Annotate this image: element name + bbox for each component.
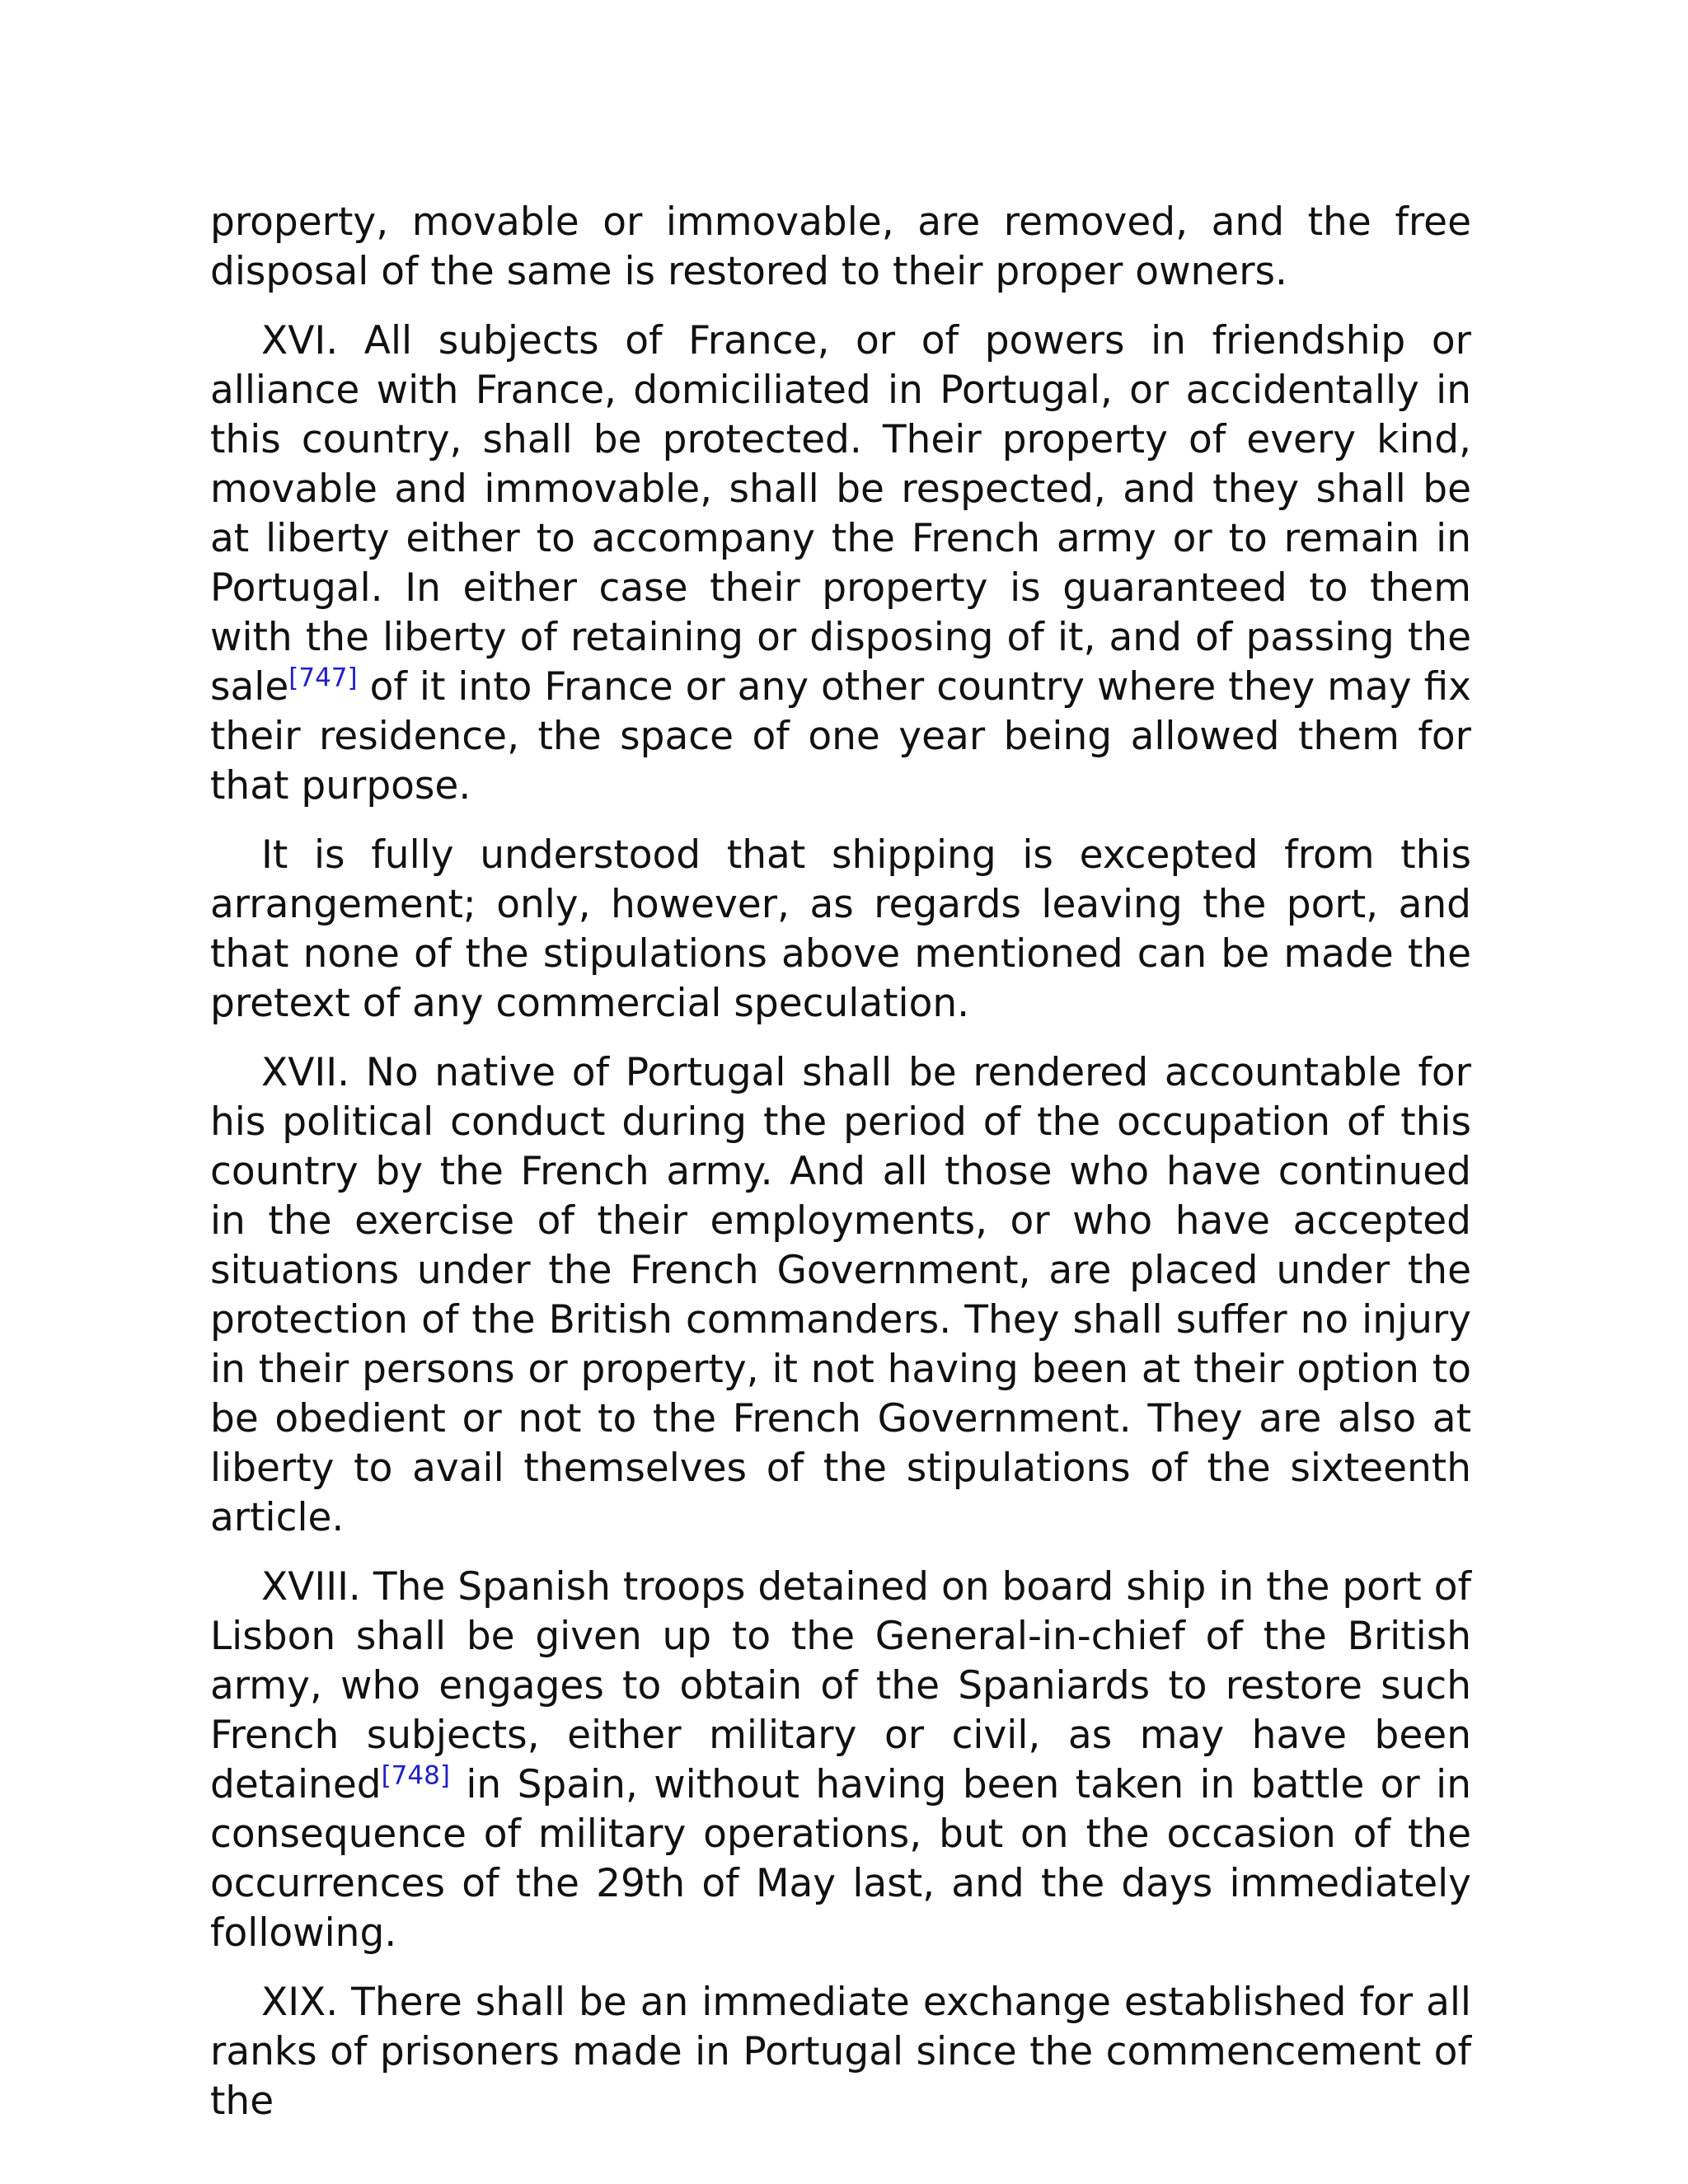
paragraph-article-xvi xyxy=(210,316,1471,811)
paragraph-article-xix xyxy=(210,1978,1471,2126)
paragraph-text: property, movable or immovable, are removed, and the free disposal of the same is restored to their proper owners. xyxy=(210,199,1471,294)
paragraph-text: XVIII. The Spanish troops detained on board ship in the port of Lisbon shall be given up to the General-in-chief of the British army, who engages to obtain of the Spaniards to restore such French subjects, either military or civil, as may have been detained xyxy=(210,1564,1471,1807)
paragraph-text: XVII. No native of Portugal shall be rendered accountable for his political conduct during the period of the occupation of this country by the French army. And all those who have continued in the exercise of their employments, or who have accepted situations under the French Government, are placed under the protection of the British commanders. They shall suffer no injury in their persons or property, it not having been at their option to be obedient or not to the French Government. They are also at liberty to avail themselves of the stipulations of the sixteenth article. xyxy=(210,1050,1471,1540)
paragraph-text: XIX. There shall be an immediate exchange established for all ranks of prisoners made in Portugal since the commencement of the xyxy=(210,1980,1471,2124)
paragraph-text: It is fully understood that shipping is excepted from this arrangement; only, however, as regards leaving the port, and that none of the stipulations above mentioned can be made the pretext of any commercial speculation. xyxy=(210,832,1471,1026)
paragraph-text: in Spain, without having been taken in battle or in consequence of military operations, but on the occasion of the occurrences of the 29th of May last, and the days immediately following. xyxy=(210,1762,1471,1956)
paragraph-text: XVI. All subjects of France, or of powers in friendship or alliance with France, domiciliated in Portugal, or accidentally in this country, shall be protected. Their property of every kind, movable and immovable, shall be respected, and they shall be at liberty either to accompany the French army or to remain in Portugal. In either case their property is guaranteed to them with the liberty of retaining or disposing of it, and of passing the sale xyxy=(210,318,1471,710)
paragraph-text: of it into France or any other country where they may fix their residence, the space of one year being allowed them for that purpose. xyxy=(210,664,1471,808)
paragraph-continuation xyxy=(210,198,1471,297)
footnote-ref-748[interactable]: [748] xyxy=(381,1760,450,1791)
paragraph-shipping-exception xyxy=(210,831,1471,1029)
document-page xyxy=(210,198,1471,2146)
paragraph-article-xvii xyxy=(210,1048,1471,1543)
paragraph-article-xviii xyxy=(210,1563,1471,1958)
footnote-ref-747[interactable]: [747] xyxy=(288,663,358,693)
